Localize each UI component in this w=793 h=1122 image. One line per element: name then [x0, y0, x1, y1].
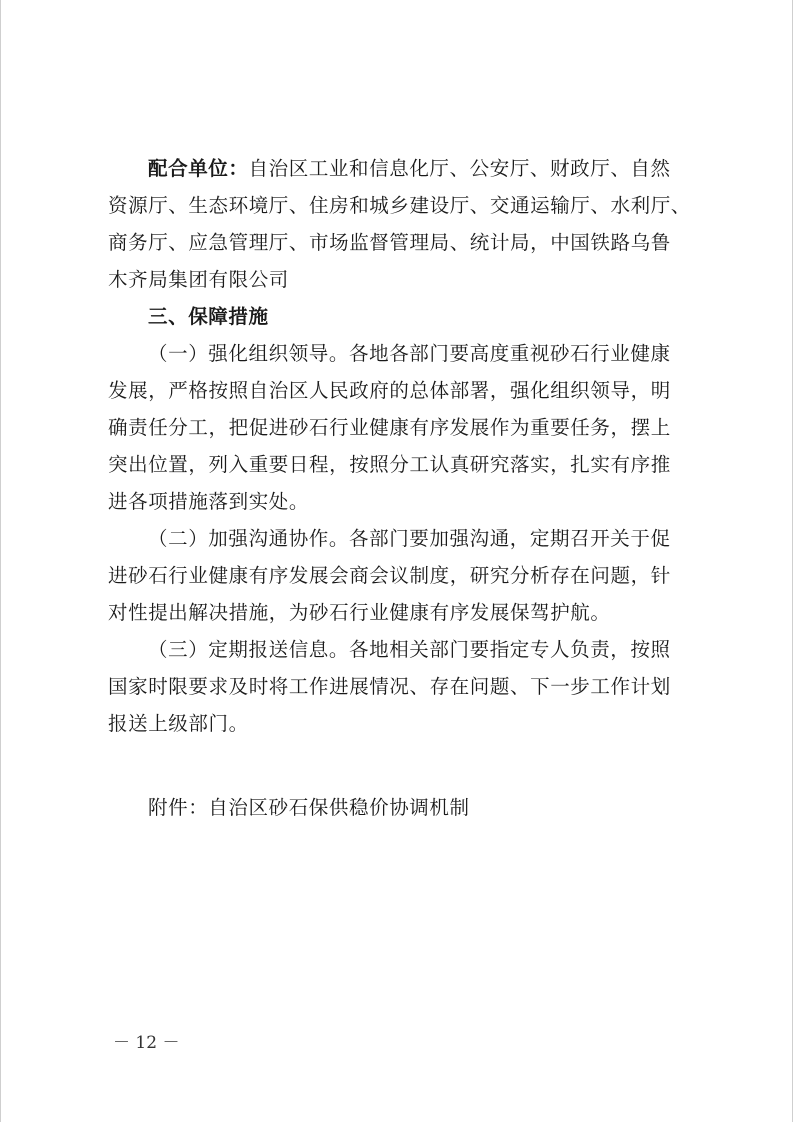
paragraph-3: [108, 631, 693, 742]
paragraph-2-line-1: （二）加强沟通协作。各部门要加强沟通，定期召开关于促: [148, 527, 671, 550]
page-edge-left: [0, 0, 1, 1122]
page-number: － 12 －: [113, 1033, 180, 1053]
section-heading: 三、保障措施: [148, 305, 269, 328]
paragraph-3-line-3: 报送上级部门。: [108, 712, 249, 735]
paragraph-1-line-1: （一）强化组织领导。各地各部门要高度重视砂石行业健康: [148, 342, 671, 365]
paragraph-1: [108, 335, 693, 520]
cooperating-units-text: 自治区工业和信息化厅、公安厅、财政厅、自然: [248, 157, 671, 180]
paragraph-2-line-3: 对性提出解决措施，为砂石行业健康有序发展保驾护航。: [108, 601, 611, 624]
paragraph-1-line-5: 进各项措施落到实处。: [108, 490, 310, 513]
cooperating-units-line-2: 资源厅、生态环境厅、住房和城乡建设厅、交通运输厅、水利厅、: [108, 194, 691, 217]
paragraph-3-line-1: （三）定期报送信息。各地相关部门要指定专人负责，按照: [148, 638, 671, 661]
paragraph-1-line-4: 突出位置，列入重要日程，按照分工认真研究落实，扎实有序推: [108, 453, 671, 476]
paragraph-2-line-2: 进砂石行业健康有序发展会商会议制度，研究分析存在问题，针: [108, 564, 671, 587]
cooperating-units-line-3: 商务厅、应急管理厅、市场监督管理局、统计局，中国铁路乌鲁: [108, 231, 671, 254]
cooperating-units-line-1: [108, 150, 693, 187]
paragraph-1-line-3: 确责任分工，把促进砂石行业健康有序发展作为重要任务，摆上: [108, 416, 671, 439]
cooperating-units-block: [108, 150, 693, 298]
paragraph-3-line-2: 国家时限要求及时将工作进展情况、存在问题、下一步工作计划: [108, 675, 671, 698]
document-body: [108, 150, 693, 742]
cooperating-units-line-4: 木齐局集团有限公司: [108, 268, 289, 291]
paragraph-1-line-2: 发展，严格按照自治区人民政府的总体部署，强化组织领导，明: [108, 379, 671, 402]
attachment-line: 附件：自治区砂石保供稳价协调机制: [148, 796, 470, 819]
paragraph-2: [108, 520, 693, 631]
cooperating-units-label: 配合单位：: [148, 157, 249, 180]
